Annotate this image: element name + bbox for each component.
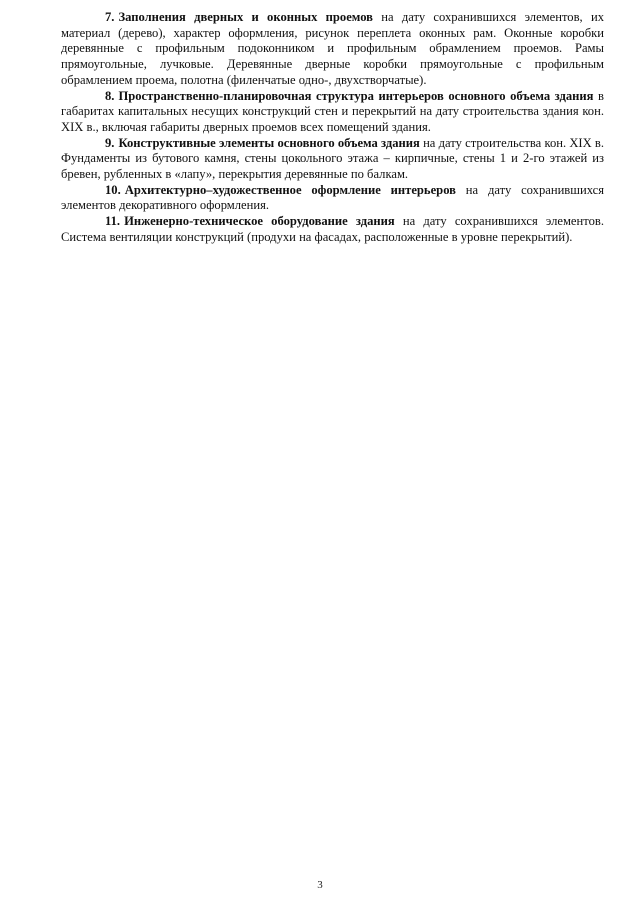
paragraph-11 xyxy=(61,214,604,245)
item-title: Архитектурно–художественное оформление интерьеров xyxy=(124,182,456,197)
item-number: 11. xyxy=(105,214,121,229)
item-title: Конструктивные элементы основного объема здания xyxy=(118,135,420,150)
paragraph-8 xyxy=(61,89,604,136)
paragraph-10 xyxy=(61,183,604,214)
page-number: 3 xyxy=(317,879,323,891)
item-body: на дату сохранившихся элементов. Система вентиляции конструкций (продухи на фасадах, расположенные в уровне перекрытий). xyxy=(61,214,604,244)
paragraph-7 xyxy=(61,10,604,89)
item-body: на дату сохранившихся элементов декоративного оформления. xyxy=(61,182,605,213)
document-page xyxy=(61,10,604,246)
paragraph-9 xyxy=(61,136,604,183)
item-number: 7. xyxy=(105,10,115,24)
item-number: 8. xyxy=(105,88,115,103)
item-body: на дату строительства кон. XIX в. Фундаменты из бутового камня, стены цокольного этажа – кирпичные, стены 1 и 2-го этажей из бревен, рубленных в «лапу», перекрытия деревянные по балкам. xyxy=(61,135,604,182)
item-title: Пространственно-планировочная структура интерьеров основного объема здания xyxy=(118,88,594,103)
item-body: на дату сохранившихся элементов, их материал (дерево), характер оформления, рисунок переплета оконных рам. Оконные коробки деревянные с профильным подоконником и профильным обрамлением проемов. Рамы прямоугольные, лучковые. Деревянные дверные коробки прямоугольные с профильным обрамлением проема, полотна (филенчатые одно-, двухстворчатые). xyxy=(61,10,604,87)
item-number: 9. xyxy=(105,135,115,150)
item-number: 10. xyxy=(105,182,121,197)
item-body: в габаритах капитальных несущих конструкций стен и перекрытий на дату строительства здания кон. XIX в., включая габариты дверных проемов всех помещений здания. xyxy=(61,88,604,134)
item-title: Заполнения дверных и оконных проемов xyxy=(118,10,373,24)
item-title: Инженерно-техническое оборудование здания xyxy=(124,214,395,229)
